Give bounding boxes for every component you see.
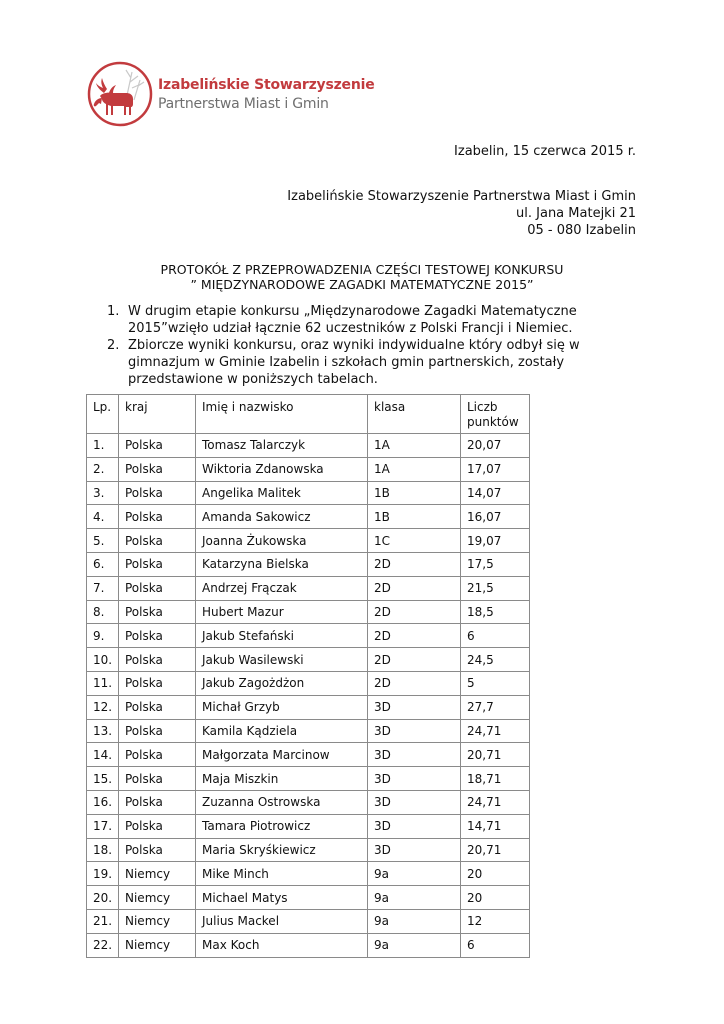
cell-points: 5 [461, 671, 530, 695]
cell-points: 16,07 [461, 505, 530, 529]
cell-class: 3D [368, 743, 461, 767]
title-line-1: PROTOKÓŁ Z PRZEPROWADZENIA CZĘŚCI TESTOWEJ KONKURSU [160, 262, 564, 277]
cell-class: 3D [368, 790, 461, 814]
address-line-1: Izabelińskie Stowarzyszenie Partnerstwa Miast i Gmin [287, 189, 636, 204]
document-date: Izabelin, 15 czerwca 2015 r. [454, 144, 636, 159]
cell-class: 9a [368, 862, 461, 886]
cell-points: 24,5 [461, 648, 530, 672]
header-country: kraj [119, 395, 196, 434]
cell-name: Jakub Stefański [196, 624, 368, 648]
cell-lp: 13. [87, 719, 119, 743]
table-row [87, 648, 530, 672]
cell-country: Polska [119, 600, 196, 624]
table-row [87, 505, 530, 529]
cell-points: 24,71 [461, 790, 530, 814]
cell-class: 3D [368, 767, 461, 791]
table-row [87, 695, 530, 719]
cell-points: 27,7 [461, 695, 530, 719]
cell-class: 1B [368, 505, 461, 529]
cell-country: Polska [119, 695, 196, 719]
cell-points: 20 [461, 886, 530, 910]
table-row [87, 624, 530, 648]
cell-country: Polska [119, 838, 196, 862]
table-row [87, 671, 530, 695]
logo-subtitle: Partnerstwa Miast i Gmin [158, 96, 329, 112]
cell-lp: 6. [87, 552, 119, 576]
document-title [0, 262, 724, 292]
table-row [87, 767, 530, 791]
cell-country: Polska [119, 767, 196, 791]
cell-lp: 4. [87, 505, 119, 529]
cell-name: Max Koch [196, 933, 368, 957]
cell-lp: 11. [87, 671, 119, 695]
table-header-row [87, 395, 530, 434]
cell-name: Joanna Żukowska [196, 529, 368, 553]
table-row [87, 481, 530, 505]
cell-name: Małgorzata Marcinow [196, 743, 368, 767]
cell-lp: 3. [87, 481, 119, 505]
cell-lp: 5. [87, 529, 119, 553]
cell-points: 19,07 [461, 529, 530, 553]
cell-lp: 8. [87, 600, 119, 624]
cell-class: 1A [368, 457, 461, 481]
table-row [87, 552, 530, 576]
cell-points: 20,71 [461, 838, 530, 862]
cell-country: Polska [119, 671, 196, 695]
cell-class: 3D [368, 695, 461, 719]
moose-emblem-icon [86, 60, 154, 128]
cell-name: Mike Minch [196, 862, 368, 886]
cell-points: 17,5 [461, 552, 530, 576]
cell-country: Polska [119, 648, 196, 672]
header-name: Imię i nazwisko [196, 395, 368, 434]
cell-name: Michael Matys [196, 886, 368, 910]
point-item [104, 303, 644, 337]
cell-country: Polska [119, 529, 196, 553]
cell-class: 2D [368, 576, 461, 600]
cell-class: 9a [368, 909, 461, 933]
cell-points: 18,5 [461, 600, 530, 624]
cell-lp: 12. [87, 695, 119, 719]
cell-country: Polska [119, 624, 196, 648]
table-row [87, 743, 530, 767]
cell-lp: 2. [87, 457, 119, 481]
point-number: 1. [107, 304, 120, 319]
cell-points: 18,71 [461, 767, 530, 791]
cell-class: 3D [368, 814, 461, 838]
cell-country: Polska [119, 790, 196, 814]
cell-country: Niemcy [119, 933, 196, 957]
cell-class: 2D [368, 671, 461, 695]
cell-name: Tomasz Talarczyk [196, 434, 368, 458]
cell-lp: 22. [87, 933, 119, 957]
organization-logo [86, 60, 375, 128]
table-row [87, 529, 530, 553]
cell-lp: 16. [87, 790, 119, 814]
address-line-2: ul. Jana Matejki 21 [516, 206, 636, 221]
header-lp: Lp. [87, 395, 119, 434]
logo-title: Izabelińskie Stowarzyszenie [158, 77, 375, 93]
cell-lp: 10. [87, 648, 119, 672]
numbered-points [104, 303, 644, 388]
table-row [87, 600, 530, 624]
cell-lp: 17. [87, 814, 119, 838]
cell-country: Polska [119, 505, 196, 529]
cell-class: 2D [368, 624, 461, 648]
cell-class: 1B [368, 481, 461, 505]
point-number: 2. [107, 338, 120, 353]
recipient-address [287, 188, 636, 239]
cell-country: Niemcy [119, 886, 196, 910]
cell-lp: 9. [87, 624, 119, 648]
cell-country: Polska [119, 576, 196, 600]
cell-country: Polska [119, 481, 196, 505]
cell-country: Polska [119, 719, 196, 743]
cell-lp: 15. [87, 767, 119, 791]
cell-country: Niemcy [119, 862, 196, 886]
cell-points: 20,07 [461, 434, 530, 458]
cell-points: 6 [461, 933, 530, 957]
cell-points: 24,71 [461, 719, 530, 743]
cell-class: 9a [368, 886, 461, 910]
table-row [87, 576, 530, 600]
cell-lp: 21. [87, 909, 119, 933]
cell-points: 20 [461, 862, 530, 886]
table-row [87, 814, 530, 838]
table-row [87, 933, 530, 957]
cell-country: Polska [119, 434, 196, 458]
cell-points: 14,07 [461, 481, 530, 505]
cell-points: 17,07 [461, 457, 530, 481]
header-points: Liczb punktów [461, 395, 530, 434]
cell-country: Polska [119, 457, 196, 481]
cell-points: 12 [461, 909, 530, 933]
cell-name: Wiktoria Zdanowska [196, 457, 368, 481]
cell-lp: 18. [87, 838, 119, 862]
cell-name: Angelika Malitek [196, 481, 368, 505]
cell-class: 1A [368, 434, 461, 458]
cell-class: 2D [368, 600, 461, 624]
table-row [87, 909, 530, 933]
header-class: klasa [368, 395, 461, 434]
cell-name: Michał Grzyb [196, 695, 368, 719]
point-text: W drugim etapie konkursu „Międzynarodowe Zagadki Matematyczne 2015”wzięło udział łącznie 62 uczestników z Polski Francji i Niemiec. [128, 304, 577, 336]
cell-class: 1C [368, 529, 461, 553]
cell-name: Jakub Wasilewski [196, 648, 368, 672]
point-text: Zbiorcze wyniki konkursu, oraz wyniki indywidualne który odbył się w gimnazjum w Gminie Izabelin i szkołach gmin partnerskich, zostały przedstawione w poniższych tabelach. [128, 338, 580, 387]
address-line-3: 05 - 080 Izabelin [527, 223, 636, 238]
cell-lp: 20. [87, 886, 119, 910]
table-row [87, 790, 530, 814]
cell-name: Julius Mackel [196, 909, 368, 933]
cell-country: Niemcy [119, 909, 196, 933]
cell-class: 2D [368, 552, 461, 576]
table-body [87, 434, 530, 958]
table-row [87, 457, 530, 481]
cell-points: 14,71 [461, 814, 530, 838]
cell-name: Maria Skryśkiewicz [196, 838, 368, 862]
cell-name: Katarzyna Bielska [196, 552, 368, 576]
cell-lp: 14. [87, 743, 119, 767]
cell-class: 3D [368, 838, 461, 862]
cell-lp: 1. [87, 434, 119, 458]
title-line-2: ” MIĘDZYNARODOWE ZAGADKI MATEMATYCZNE 2015” [190, 277, 534, 292]
cell-class: 2D [368, 648, 461, 672]
table-row [87, 886, 530, 910]
cell-class: 3D [368, 719, 461, 743]
cell-name: Maja Miszkin [196, 767, 368, 791]
cell-name: Kamila Kądziela [196, 719, 368, 743]
cell-name: Andrzej Frączak [196, 576, 368, 600]
point-item [104, 337, 644, 388]
cell-country: Polska [119, 552, 196, 576]
table-row [87, 862, 530, 886]
cell-lp: 7. [87, 576, 119, 600]
results-table [86, 394, 530, 958]
table-row [87, 434, 530, 458]
cell-name: Zuzanna Ostrowska [196, 790, 368, 814]
cell-points: 21,5 [461, 576, 530, 600]
cell-name: Jakub Zagożdżon [196, 671, 368, 695]
table-row [87, 838, 530, 862]
table-row [87, 719, 530, 743]
cell-name: Amanda Sakowicz [196, 505, 368, 529]
cell-lp: 19. [87, 862, 119, 886]
cell-name: Tamara Piotrowicz [196, 814, 368, 838]
cell-country: Polska [119, 814, 196, 838]
cell-points: 20,71 [461, 743, 530, 767]
cell-class: 9a [368, 933, 461, 957]
cell-points: 6 [461, 624, 530, 648]
cell-country: Polska [119, 743, 196, 767]
cell-name: Hubert Mazur [196, 600, 368, 624]
